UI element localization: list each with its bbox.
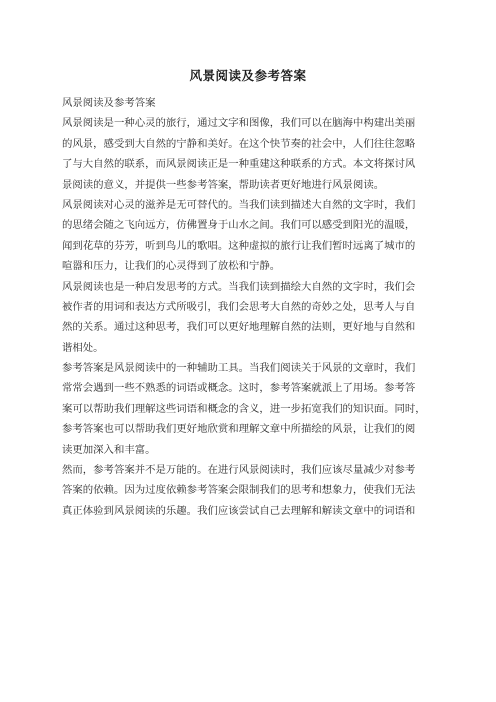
- text-line: 风景阅读及参考答案: [62, 97, 156, 109]
- text-line: 闻到花草的芬芳，听到鸟儿的歌唱。这种虚拟的旅行让我们暂时远离了城市的: [62, 239, 416, 252]
- document-title: 风景阅读及参考答案: [189, 68, 307, 83]
- text-line: 参考答案也可以帮助我们更好地欣赏和理解文章中所描绘的风景，让我们的阅: [62, 423, 416, 436]
- text-line: 风景阅读对心灵的滋养是无可替代的。当我们读到描述大自然的文字时，我们: [62, 198, 416, 211]
- text-line: 然而，参考答案并不是万能的。在进行风景阅读时，我们应该尽量减少对参考: [62, 464, 416, 477]
- document-body: [62, 93, 442, 521]
- text-line: 案可以帮助我们理解这些词语和概念的含义，进一步拓宽我们的知识面。同时，: [62, 402, 426, 415]
- text-line: 读更加深入和丰富。: [62, 443, 156, 456]
- text-line: 答案的依赖。因为过度依赖参考答案会限制我们的思考和想象力，使我们无法: [62, 484, 416, 497]
- text-line: 景阅读的意义，并提供一些参考答案，帮助读者更好地进行风景阅读。: [62, 178, 385, 191]
- text-line: 常常会遇到一些不熟悉的词语或概念。这时，参考答案就派上了用场。参考答: [62, 382, 416, 395]
- text-line: 了与大自然的联系，而风景阅读正是一种重建这种联系的方式。本文将探讨风: [62, 158, 416, 171]
- text-line: 被作者的用词和表达方式所吸引，我们会思考大自然的奇妙之处，思考人与自: [62, 300, 416, 313]
- text-line: 的思绪会随之飞向远方，仿佛置身于山水之间。我们可以感受到阳光的温暖，: [62, 219, 416, 232]
- text-line: 真正体验到风景阅读的乐趣。我们应该尝试自己去理解和解读文章中的词语和: [62, 504, 416, 517]
- text-line: 的风景，感受到大自然的宁静和美好。在这个快节奏的社会中，人们往往忽略: [62, 137, 416, 150]
- text-line: 然的关系。通过这种思考，我们可以更好地理解自然的法则，更好地与自然和: [62, 321, 416, 334]
- text-line: 谐相处。: [62, 341, 104, 354]
- text-line: 参考答案是风景阅读中的一种辅助工具。当我们阅读关于风景的文章时，我们: [62, 362, 416, 375]
- text-line: 风景阅读也是一种启发思考的方式。当我们读到描绘大自然的文字时，我们会: [62, 280, 416, 293]
- text-line: 风景阅读是一种心灵的旅行，通过文字和图像，我们可以在脑海中构建出美丽: [62, 117, 416, 130]
- text-line: 喧嚣和压力，让我们的心灵得到了放松和宁静。: [62, 260, 281, 273]
